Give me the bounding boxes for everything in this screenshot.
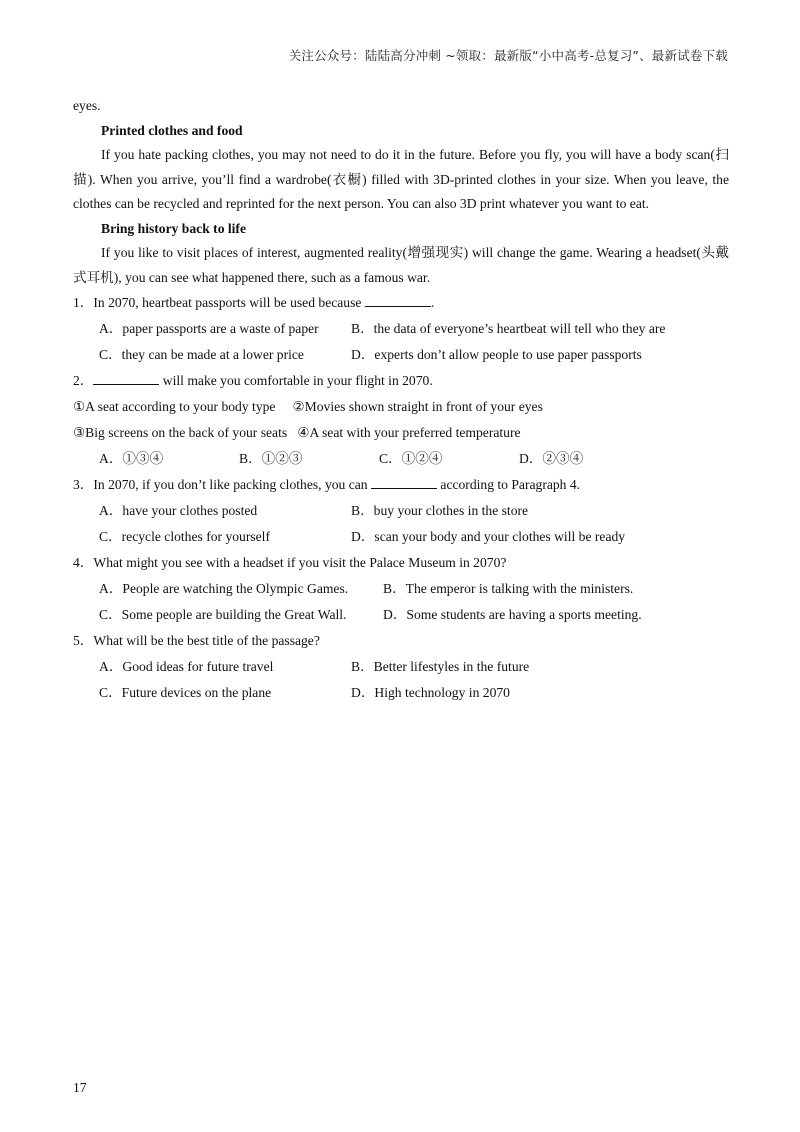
question-number: 3． [73,477,94,492]
option-a[interactable]: A．People are watching the Olympic Games. [99,581,349,596]
question-5 [73,628,729,706]
options-row [73,602,729,628]
option-c[interactable]: C．they can be made at a lower price [99,347,304,362]
option-b[interactable]: B．Better lifestyles in the future [351,659,530,674]
option-b[interactable]: B．the data of everyone’s heartbeat will tell who they are [351,321,666,336]
question-text: will make you comfortable in your flight in 2070. [159,373,433,388]
options-row [73,316,729,342]
option-d[interactable]: D．experts don’t allow people to use paper passports [351,347,642,362]
option-b[interactable]: B．①②③ [239,451,303,466]
question-number: 5． [73,633,94,648]
options-row [73,654,729,680]
option-c[interactable]: C．①②④ [379,451,443,466]
option-a[interactable]: A．①③④ [99,451,164,466]
options-row [73,498,729,524]
question-stem [73,472,729,498]
option-b[interactable]: B．The emperor is talking with the ministers. [383,581,634,596]
answer-blank[interactable] [93,371,159,385]
question-text: In 2070, heartbeat passports will be used because [93,295,365,310]
option-c[interactable]: C．recycle clothes for yourself [99,529,270,544]
statement-row [73,420,729,446]
statement-4: ④A seat with your preferred temperature [297,425,521,440]
option-a[interactable]: A．have your clothes posted [99,503,258,518]
question-stem [73,628,729,654]
section-paragraph-bring-history: If you like to visit places of interest, augmented reality(增强现实) will change the game. Wearing a headset(头戴式耳机), you can see what happened there, such as a famous war. [73,245,729,285]
statement-2: ②Movies shown straight in front of your eyes [292,399,543,414]
answer-blank[interactable] [365,293,431,307]
question-1 [73,290,729,368]
statement-row [73,394,729,420]
question-text-end: according to Paragraph 4. [437,477,581,492]
carry-over-text: eyes. [73,98,101,113]
section-paragraph-printed-clothes: If you hate packing clothes, you may not need to do it in the future. Before you fly, you will have a body scan(扫描). When you arrive, you’ll find a wardrobe(衣橱) filled with 3D-printed clothes in your size. When you leave, the clothes can be recycled and reprinted for the next person. You can also 3D print whatever you want to eat. [73,147,729,211]
question-4 [73,550,729,628]
statement-3: ③Big screens on the back of your seats [73,425,288,440]
options-row [73,524,729,550]
answer-blank[interactable] [371,475,437,489]
question-text-end: . [430,295,435,310]
section-heading-bring-history: Bring history back to life [101,220,246,236]
document-body [73,94,729,706]
question-number: 2． [73,373,94,388]
question-text: What might you see with a headset if you visit the Palace Museum in 2070? [93,555,507,570]
page-number: 17 [73,1080,87,1095]
option-a[interactable]: A．paper passports are a waste of paper [99,321,319,336]
question-3 [73,472,729,550]
question-stem [73,290,729,316]
option-d[interactable]: D．②③④ [519,451,584,466]
option-b[interactable]: B．buy your clothes in the store [351,503,529,518]
question-number: 4． [73,555,94,570]
question-number: 1． [73,295,94,310]
question-2 [73,368,729,472]
question-text: What will be the best title of the passage? [93,633,320,648]
options-row [73,680,729,706]
option-d[interactable]: D．scan your body and your clothes will be ready [351,529,626,544]
option-a[interactable]: A．Good ideas for future travel [99,659,274,674]
question-stem [73,368,729,394]
question-stem [73,550,729,576]
option-c[interactable]: C．Future devices on the plane [99,685,272,700]
options-row [73,342,729,368]
section-heading-printed-clothes: Printed clothes and food [101,122,243,138]
option-d[interactable]: D．High technology in 2070 [351,685,510,700]
option-c[interactable]: C．Some people are building the Great Wall. [99,607,347,622]
option-d[interactable]: D．Some students are having a sports meeting. [383,607,642,622]
question-text: In 2070, if you don’t like packing clothes, you can [93,477,372,492]
page-header: 关注公众号：陆陆高分冲刺 ~领取：最新版“小中高考-总复习”、最新试卷下载 [288,48,728,63]
statement-1: ①A seat according to your body type [73,399,276,414]
options-row [73,446,729,472]
options-row [73,576,729,602]
